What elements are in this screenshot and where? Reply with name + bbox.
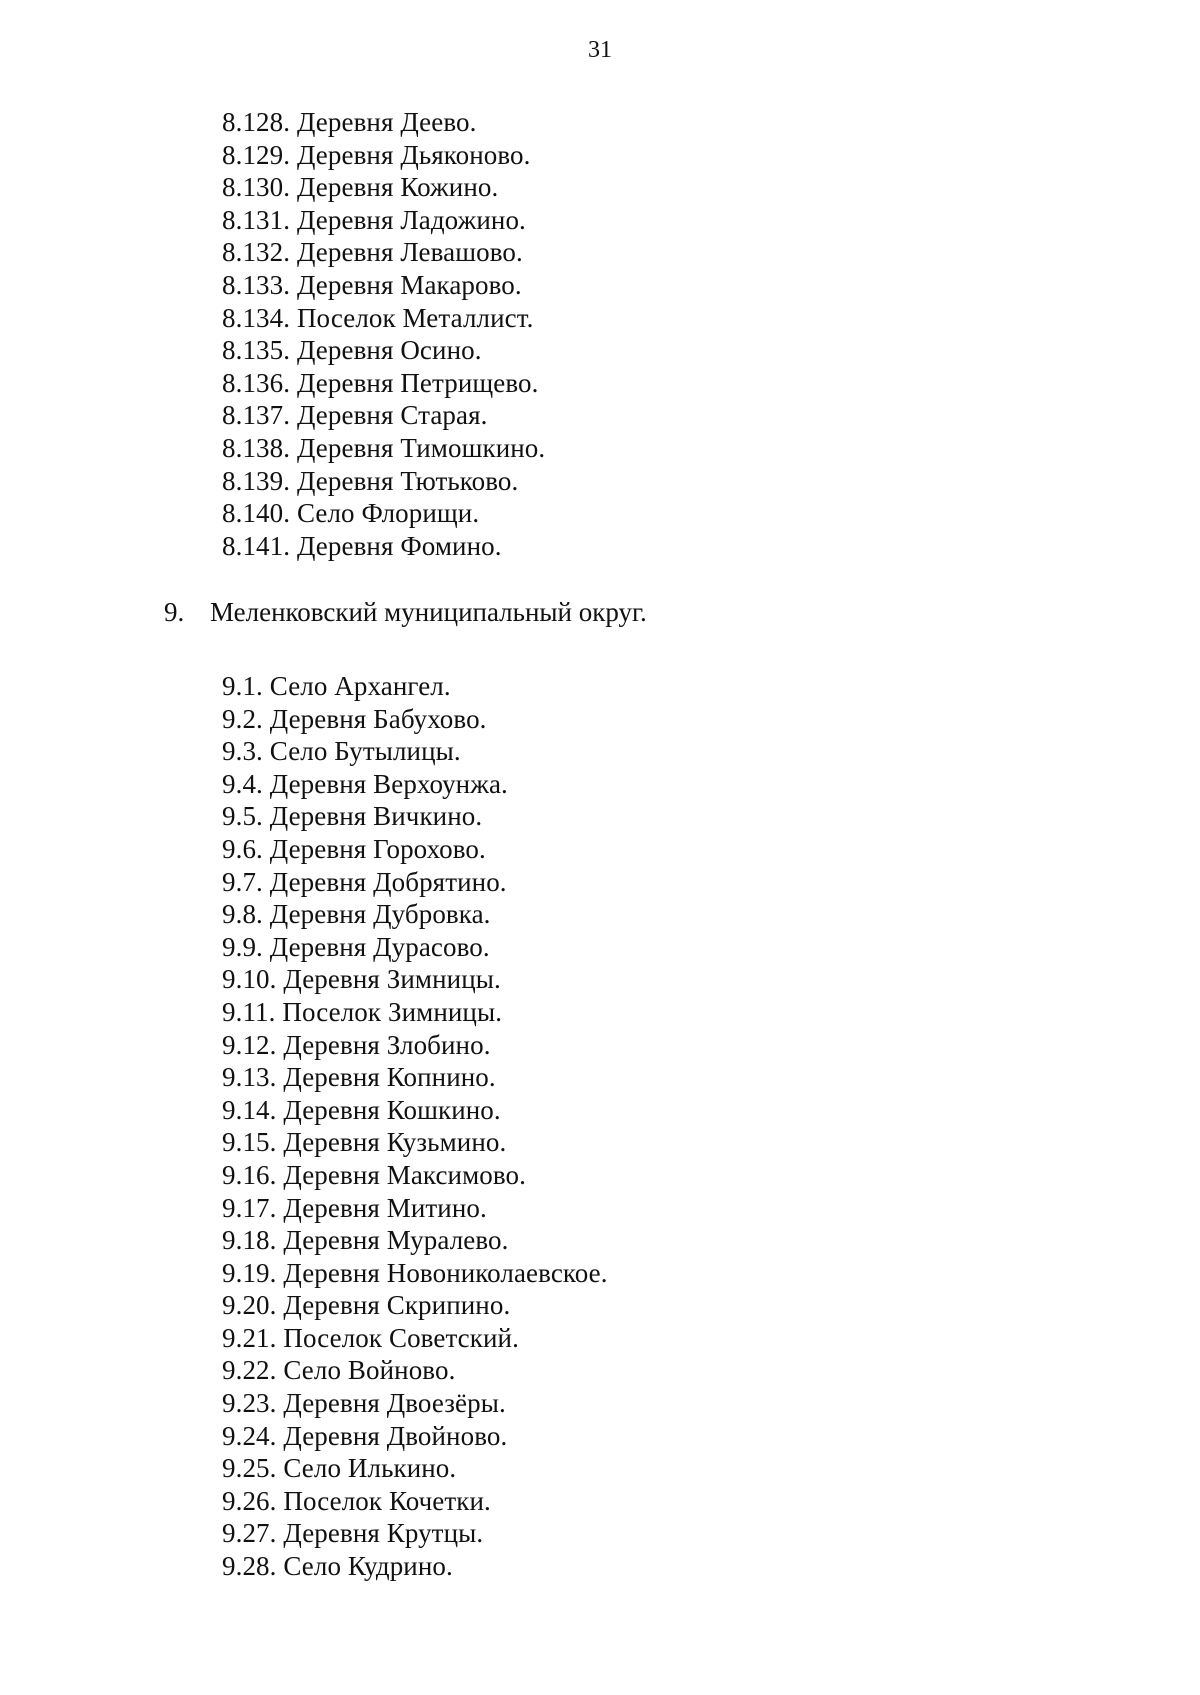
list-item: 9.2. Деревня Бабухово.	[222, 703, 487, 734]
list-item: 8.138. Деревня Тимошкино.	[222, 432, 546, 463]
list-item: 8.135. Деревня Осино.	[222, 335, 482, 366]
list-item: 9.11. Поселок Зимницы.	[222, 996, 503, 1027]
list-item: 9.12. Деревня Злобино.	[222, 1029, 491, 1060]
list-item: 9.9. Деревня Дурасово.	[222, 931, 490, 962]
section-9-list	[222, 670, 608, 1583]
list-item: 8.133. Деревня Макарово.	[222, 269, 522, 300]
list-item: 9.19. Деревня Новониколаевское.	[222, 1257, 608, 1288]
list-item: 9.6. Деревня Горохово.	[222, 833, 486, 864]
list-item: 8.140. Село Флорищи.	[222, 498, 480, 529]
list-item: 8.128. Деревня Деево.	[222, 107, 477, 137]
list-item: 9.28. Село Кудрино.	[222, 1551, 453, 1582]
list-item: 9.14. Деревня Кошкино.	[222, 1094, 501, 1125]
list-item: 9.25. Село Илькино.	[222, 1453, 457, 1484]
section-9-heading	[164, 596, 647, 628]
list-item: 9.8. Деревня Дубровка.	[222, 899, 491, 930]
list-item: 9.17. Деревня Митино.	[222, 1192, 487, 1223]
list-item: 9.4. Деревня Верхоунжа.	[222, 768, 508, 799]
section-9-title: Меленковский муниципальный округ.	[210, 597, 647, 627]
section-8-list	[222, 106, 545, 562]
list-item: 8.131. Деревня Ладожино.	[222, 204, 526, 235]
list-item: 8.129. Деревня Дьяконово.	[222, 139, 531, 170]
list-item: 8.130. Деревня Кожино.	[222, 172, 499, 203]
section-9-number: 9.	[164, 597, 185, 627]
list-item: 8.137. Деревня Старая.	[222, 400, 488, 431]
list-item: 8.132. Деревня Левашово.	[222, 237, 523, 268]
page-number: 31	[588, 37, 612, 63]
list-item: 9.16. Деревня Максимово.	[222, 1159, 527, 1190]
list-item: 9.1. Село Архангел.	[222, 671, 451, 701]
list-item: 9.3. Село Бутылицы.	[222, 736, 461, 767]
list-item: 9.27. Деревня Крутцы.	[222, 1518, 484, 1549]
list-item: 9.22. Село Войново.	[222, 1355, 456, 1386]
list-item: 8.141. Деревня Фомино.	[222, 530, 502, 561]
list-item: 9.24. Деревня Двойново.	[222, 1420, 508, 1451]
list-item: 9.7. Деревня Добрятино.	[222, 866, 507, 897]
list-item: 9.20. Деревня Скрипино.	[222, 1290, 511, 1321]
list-item: 9.10. Деревня Зимницы.	[222, 964, 501, 995]
list-item: 9.26. Поселок Кочетки.	[222, 1485, 491, 1516]
list-item: 9.5. Деревня Вичкино.	[222, 801, 483, 832]
list-item: 8.134. Поселок Металлист.	[222, 302, 534, 333]
list-item: 9.18. Деревня Муралево.	[222, 1225, 509, 1256]
list-item: 8.139. Деревня Тютьково.	[222, 465, 519, 496]
list-item: 9.21. Поселок Советский.	[222, 1322, 519, 1353]
list-item: 8.136. Деревня Петрищево.	[222, 367, 539, 398]
list-item: 9.15. Деревня Кузьмино.	[222, 1127, 507, 1158]
list-item: 9.23. Деревня Двоезёры.	[222, 1388, 506, 1419]
list-item: 9.13. Деревня Копнино.	[222, 1062, 496, 1093]
